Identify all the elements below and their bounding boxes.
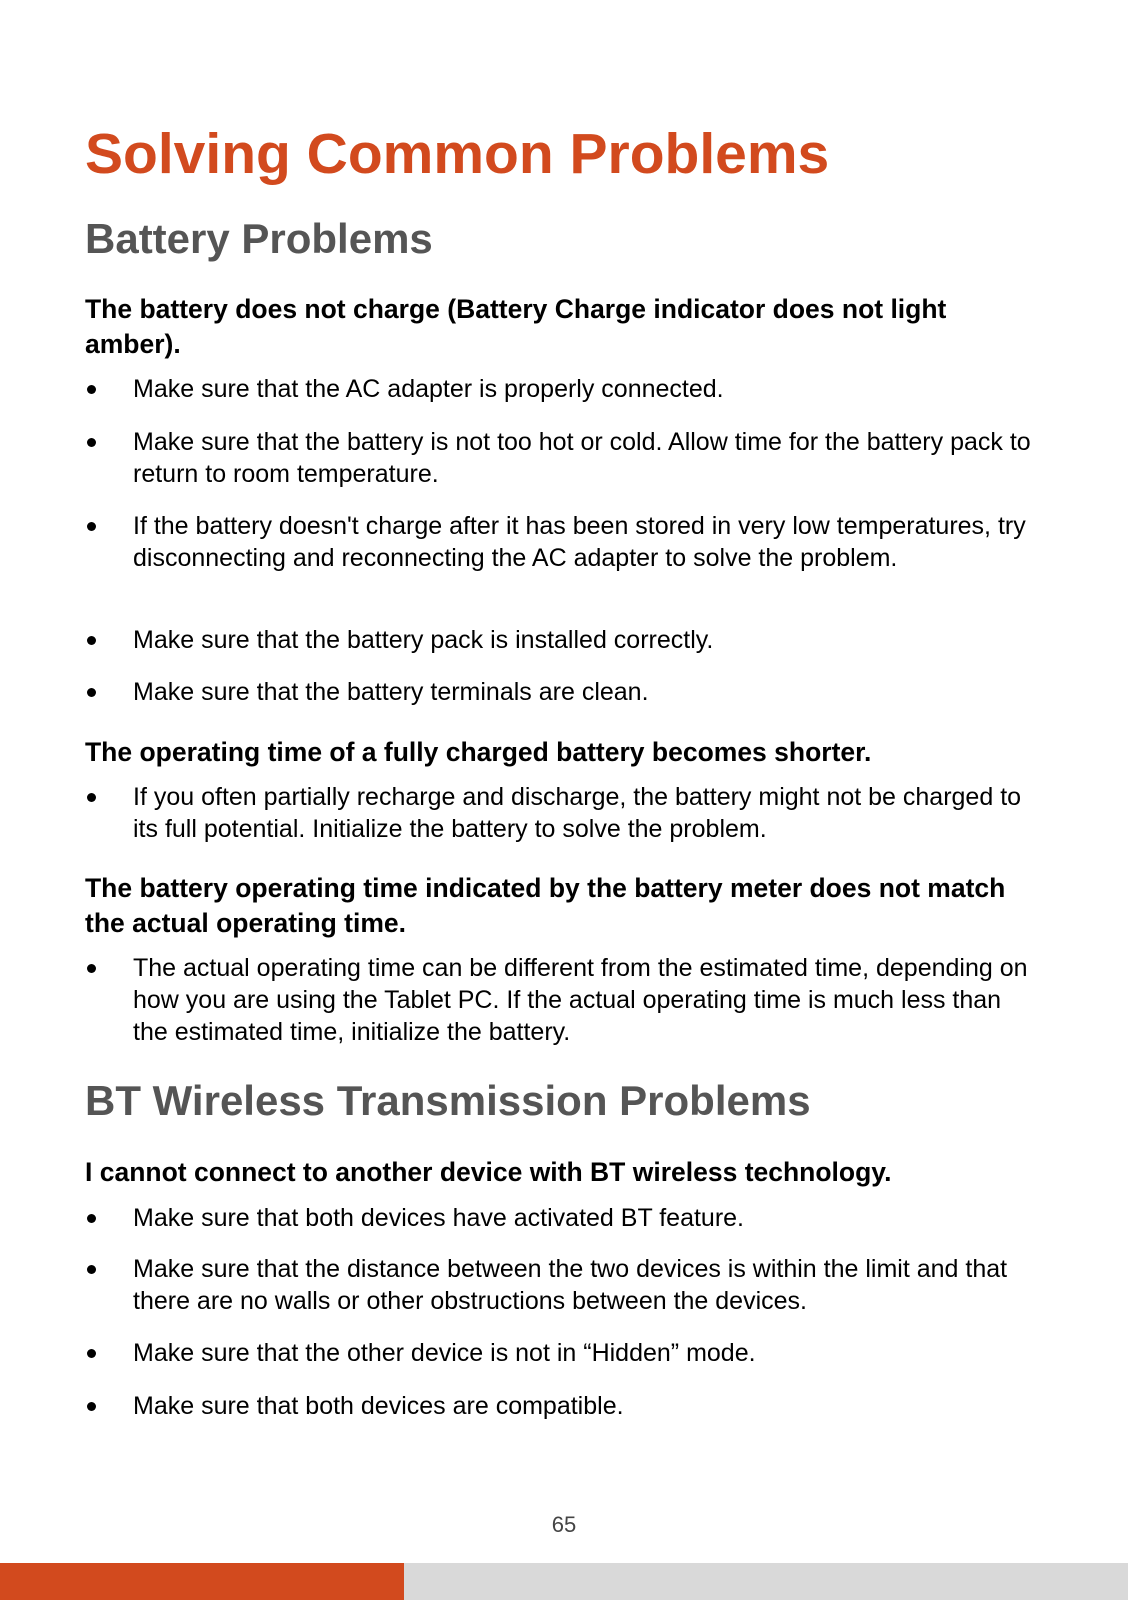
page-number: 65 <box>551 1512 577 1537</box>
problem-heading: The battery operating time indicated by the battery meter does not match the actual operating time. <box>85 873 1006 938</box>
bullet-icon <box>87 1214 96 1223</box>
list-item <box>85 373 1045 405</box>
list-item <box>85 1202 1045 1234</box>
bullet-icon <box>87 522 96 531</box>
bullet-icon <box>87 964 96 973</box>
problem-heading: The battery does not charge (Battery Charge indicator does not light amber). <box>85 294 947 359</box>
list-item <box>85 676 1045 708</box>
list-item-text: The actual operating time can be different from the estimated time, depending on how you are using the Tablet PC. If the actual operating time is much less than the estimated time, initialize the battery. <box>133 954 1028 1046</box>
list-item-text: Make sure that the distance between the two devices is within the limit and that there are no walls or other obstructions between the devices. <box>133 1255 1008 1315</box>
footer-accent-bar <box>0 1563 404 1600</box>
bullet-icon <box>87 1402 96 1411</box>
list-item-text: Make sure that the battery pack is installed correctly. <box>133 626 714 654</box>
bullet-icon <box>87 385 96 394</box>
list-item <box>85 510 1045 574</box>
list-item <box>85 952 1045 1048</box>
bullet-icon <box>87 793 96 802</box>
list-item-text: Make sure that both devices have activated BT feature. <box>133 1204 744 1232</box>
section-title-battery: Battery Problems <box>85 215 433 262</box>
problem-heading: The operating time of a fully charged battery becomes shorter. <box>85 737 872 767</box>
problem-heading: I cannot connect to another device with BT wireless technology. <box>85 1157 892 1187</box>
list-item-text: Make sure that the battery is not too hot or cold. Allow time for the battery pack to return to room temperature. <box>133 428 1031 488</box>
list-item-text: Make sure that the other device is not in “Hidden” mode. <box>133 1339 756 1367</box>
list-item <box>85 781 1045 845</box>
list-item <box>85 426 1045 490</box>
section-title-bt-wireless: BT Wireless Transmission Problems <box>85 1077 811 1124</box>
bullet-icon <box>87 636 96 645</box>
bullet-icon <box>87 1265 96 1274</box>
bullet-icon <box>87 1349 96 1358</box>
chapter-title: Solving Common Problems <box>85 122 830 186</box>
bullet-icon <box>87 438 96 447</box>
list-item-text: Make sure that the battery terminals are clean. <box>133 678 649 706</box>
bullet-icon <box>87 688 96 697</box>
list-item <box>85 1337 1045 1369</box>
list-item <box>85 1253 1045 1317</box>
list-item-text: If you often partially recharge and discharge, the battery might not be charged to its full potential. Initialize the battery to solve the problem. <box>133 783 1022 843</box>
list-item <box>85 624 1045 656</box>
list-item-text: If the battery doesn't charge after it has been stored in very low temperatures, try disconnecting and reconnecting the AC adapter to solve the problem. <box>133 512 1026 572</box>
footer-gray-bar <box>404 1563 1128 1600</box>
list-item-text: Make sure that the AC adapter is properly connected. <box>133 375 724 403</box>
list-item <box>85 1390 1045 1422</box>
list-item-text: Make sure that both devices are compatible. <box>133 1392 624 1420</box>
